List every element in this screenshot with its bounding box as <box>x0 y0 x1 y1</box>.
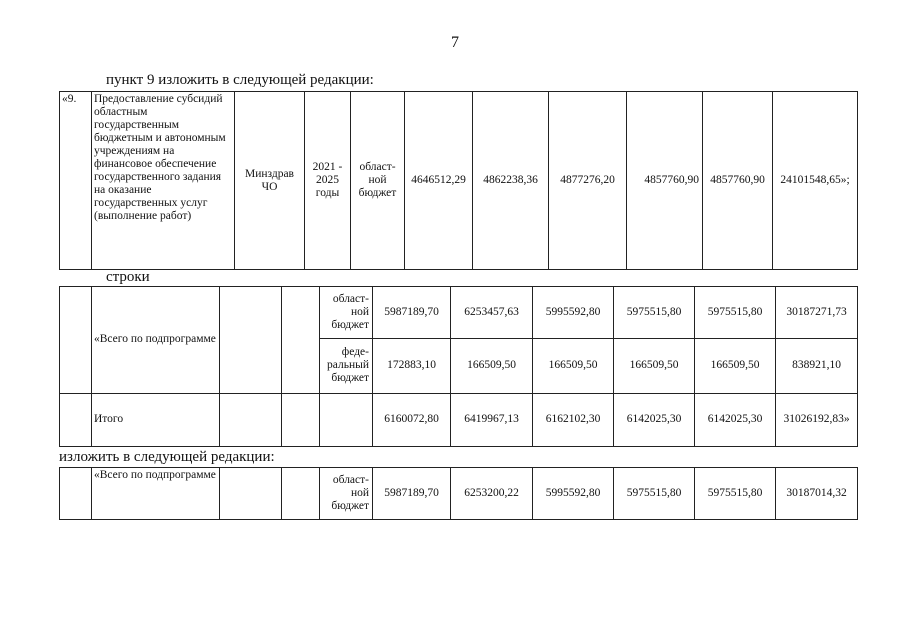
value-cell: 166509,50 <box>695 339 776 393</box>
empty-cell <box>220 287 282 394</box>
item-name: Предоставление субсидий областным государственным бюджетным и автономным учреждениям на финансовое обеспечение государственного задания на оказание государственных услуг (выполнение работ) <box>92 92 235 270</box>
total-value-cell: 31026192,83» <box>776 393 858 446</box>
empty-cell <box>60 393 92 446</box>
empty-cell <box>282 287 320 394</box>
table-subprogram-new <box>59 467 858 520</box>
total-label: Итого <box>92 393 220 446</box>
value-cell: 5975515,80 <box>695 287 776 339</box>
value-cell: 172883,10 <box>373 339 451 393</box>
value-cell: 24101548,65»; <box>773 92 858 270</box>
value-cell: 4857760,90 <box>703 92 773 270</box>
value-cell: 5995592,80 <box>533 468 614 520</box>
table-subprogram-old <box>59 286 858 447</box>
page-number: 7 <box>451 34 459 51</box>
heading-rows: строки <box>106 269 150 285</box>
total-value-cell: 6162102,30 <box>533 393 614 446</box>
value-cell: 166509,50 <box>614 339 695 393</box>
empty-cell <box>60 287 92 394</box>
heading-new-edition: изложить в следующей редакции: <box>59 449 275 465</box>
empty-cell <box>220 393 282 446</box>
value-cell: 5995592,80 <box>533 287 614 339</box>
total-value-cell: 6419967,13 <box>451 393 533 446</box>
value-cell: 30187014,32 <box>776 468 858 520</box>
empty-cell <box>282 393 320 446</box>
empty-cell <box>220 468 282 520</box>
period: 2021 - 2025 годы <box>305 92 351 270</box>
value-cell: 4862238,36 <box>473 92 549 270</box>
empty-cell <box>282 468 320 520</box>
funding-source: област-ной бюджет <box>320 468 373 520</box>
funding-source: феде-ральный бюджет <box>320 339 373 393</box>
value-cell: 5975515,80 <box>614 287 695 339</box>
row-label: «Всего по подпрограмме <box>92 287 220 394</box>
value-cell: 838921,10 <box>776 339 858 393</box>
total-value-cell: 6142025,30 <box>614 393 695 446</box>
row-label: «Всего по подпрограмме <box>92 468 220 520</box>
value-cell: 5975515,80 <box>614 468 695 520</box>
value-cell: 5975515,80 <box>695 468 776 520</box>
value-cell: 166509,50 <box>451 339 533 393</box>
total-value-cell: 6142025,30 <box>695 393 776 446</box>
value-cell: 4857760,90 <box>627 92 703 270</box>
value-cell: 6253457,63 <box>451 287 533 339</box>
value-cell: 5987189,70 <box>373 468 451 520</box>
value-cell: 4646512,29 <box>405 92 473 270</box>
heading-amend-item-9: пункт 9 изложить в следующей редакции: <box>106 72 374 88</box>
executor: Минздрав ЧО <box>235 92 305 270</box>
table-item-9 <box>59 91 858 270</box>
total-value-cell: 6160072,80 <box>373 393 451 446</box>
funding-source: област-ной бюджет <box>351 92 405 270</box>
value-cell: 6253200,22 <box>451 468 533 520</box>
empty-cell <box>320 393 373 446</box>
item-number: «9. <box>60 92 92 270</box>
value-cell: 5987189,70 <box>373 287 451 339</box>
value-cell: 30187271,73 <box>776 287 858 339</box>
value-cell: 4877276,20 <box>549 92 627 270</box>
value-cell: 166509,50 <box>533 339 614 393</box>
empty-cell <box>60 468 92 520</box>
funding-source: област-ной бюджет <box>320 287 373 339</box>
